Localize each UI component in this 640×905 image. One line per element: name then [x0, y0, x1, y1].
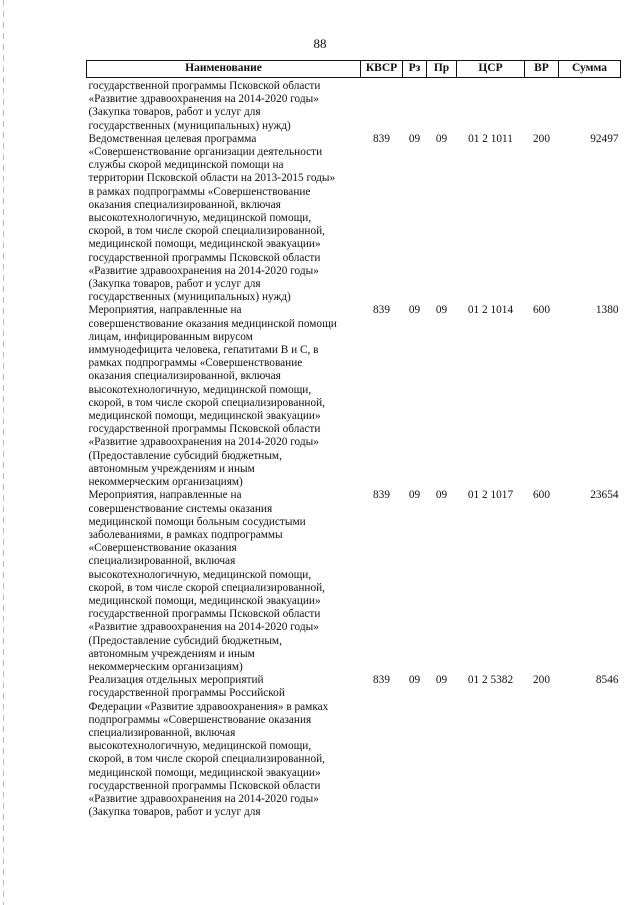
- row-kvsr: 839: [373, 674, 390, 687]
- row-csr: 01 2 5382: [467, 674, 514, 687]
- table-row-continuation: [87, 78, 621, 133]
- table-row: [87, 304, 621, 489]
- row-kvsr: 839: [373, 132, 390, 145]
- row-name: Ведомственная целевая программа «Совершенствование организации деятельности службы скорой медицинской помощи на территории Псковской области на 2013-2015 годы» в рамках подпрограммы «Совершенствование оказания специализированной, включая высокотехнологичную, медицинской помощи, скорой, в том числе скорой специализированной, медицинской помощи, медицинской эвакуации» государственной программы Псковской области «Развитие здравоохранения на 2014-2020 годы» (Закупка товаров, работ и услуг для государственных (муниципальных) нужд): [88, 132, 336, 304]
- table-row: [87, 674, 621, 819]
- row-sum: 23654: [590, 489, 619, 502]
- row-vr: 600: [533, 304, 550, 317]
- column-header-sum: Сумма: [559, 61, 621, 78]
- row-pr: 09: [435, 674, 448, 687]
- row-name: Мероприятия, направленные на совершенствование оказания медицинской помощи лицам, инфицированным вирусом иммунодефицита человека, гепатитами B и C, в рамках подпрограммы «Совершенствование оказания специализированной, включая высокотехнологичную, медицинской помощи, скорой, в том числе скорой специализированной, медицинской помощи, медицинской эвакуации» государственной программы Псковской области «Развитие здравоохранения на 2014-2020 годы» (Предоставление субсидий бюджетным, автономным учреждениям и иным некоммерческим организациям): [88, 304, 337, 489]
- row-name: Мероприятия, направленные на совершенствование системы оказания медицинской помощи больным сосудистыми заболеваниями, в рамках подпрограммы «Совершенствование оказания специализированной, включая высокотехнологичную, медицинской помощи, скорой, в том числе скорой специализированной, медицинской помощи, медицинской эвакуации» государственной программы Псковской области «Развитие здравоохранения на 2014-2020 годы» (Предоставление субсидий бюджетным, автономным учреждениям и иным некоммерческим организациям): [88, 489, 325, 673]
- row-rz: 09: [408, 674, 421, 687]
- column-header-csr: ЦСР: [457, 61, 525, 78]
- row-rz: 09: [408, 304, 421, 317]
- column-header-name: Наименование: [87, 61, 361, 78]
- budget-table: [86, 60, 621, 819]
- row-csr: 01 2 1011: [468, 132, 513, 145]
- column-header-pr: Пр: [427, 61, 457, 78]
- row-rz: 09: [408, 489, 421, 502]
- row-name: государственной программы Псковской области «Развитие здравоохранения на 2014-2020 годы» (Закупка товаров, работ и услуг для государственных (муниципальных) нужд): [88, 80, 321, 132]
- row-kvsr: 839: [373, 489, 390, 502]
- row-sum: 1380: [595, 304, 619, 317]
- row-vr: 200: [533, 674, 550, 687]
- row-sum: 8546: [595, 674, 619, 687]
- row-rz: 09: [408, 132, 421, 145]
- column-header-rz: Рз: [403, 61, 427, 78]
- table-header-row: [87, 61, 621, 78]
- column-header-kvsr: КВСР: [361, 61, 403, 78]
- page-number: 88: [313, 36, 327, 51]
- table-row: [87, 133, 621, 305]
- row-name: Реализация отдельных мероприятий государственной программы Российской Федерации «Развитие здравоохранения» в рамках подпрограммы «Совершенствование оказания специализированной, включая высокотехнологичную, медицинской помощи, скорой, в том числе скорой специализированной, медицинской помощи, медицинской эвакуации» государственной программы Псковской области «Развитие здравоохранения на 2014-2020 годы» (Закупка товаров, работ и услуг для: [88, 674, 329, 819]
- scan-edge-mark: [3, 0, 4, 905]
- row-vr: 200: [533, 132, 550, 145]
- row-csr: 01 2 1014: [467, 304, 514, 317]
- row-pr: 09: [435, 304, 448, 317]
- row-pr: 09: [435, 489, 448, 502]
- row-pr: 09: [435, 132, 448, 145]
- table-row: [87, 489, 621, 674]
- column-header-vr: ВР: [525, 61, 559, 78]
- row-vr: 600: [533, 489, 550, 502]
- row-sum: 92497: [590, 132, 619, 145]
- row-kvsr: 839: [373, 304, 390, 317]
- row-csr: 01 2 1017: [467, 489, 514, 502]
